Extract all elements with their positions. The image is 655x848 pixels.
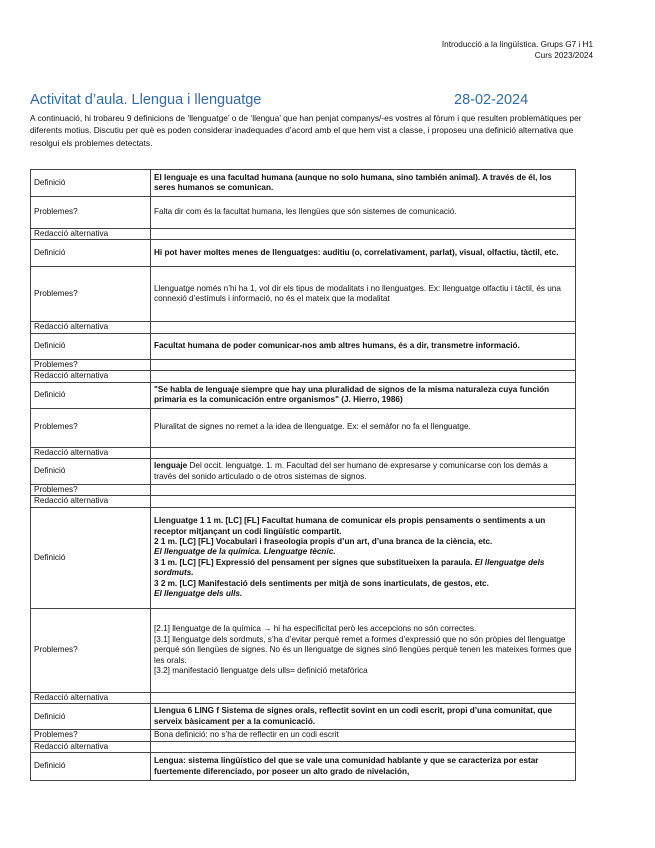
alternative-cell xyxy=(151,447,576,458)
definition-cell: Hi pot haver moltes menes de llenguatges: auditiu (o, correlativament, parlat), visual, olfactiu, tàctil, etc. xyxy=(151,240,576,267)
table-row xyxy=(31,704,576,730)
example-text: El llenguatge dels sordmuts. xyxy=(154,557,545,578)
row-label: Definició xyxy=(31,507,151,608)
definition-cell xyxy=(151,459,576,485)
row-label: Redacció alternativa xyxy=(31,229,151,240)
table-row xyxy=(31,240,576,267)
table-row xyxy=(31,229,576,240)
row-label: Problemes? xyxy=(31,485,151,496)
table-row xyxy=(31,459,576,485)
table-row xyxy=(31,753,576,781)
alternative-cell xyxy=(151,229,576,240)
row-label: Redacció alternativa xyxy=(31,447,151,458)
row-label: Redacció alternativa xyxy=(31,371,151,382)
table-row xyxy=(31,730,576,741)
row-label: Definició xyxy=(31,753,151,781)
definition-cell xyxy=(151,507,576,608)
title-date: 28-02-2024 xyxy=(454,92,529,108)
row-label: Problemes? xyxy=(31,408,151,447)
alternative-cell xyxy=(151,496,576,507)
table-row xyxy=(31,371,576,382)
year-line: Curs 2023/2024 xyxy=(534,50,593,60)
row-label: Redacció alternativa xyxy=(31,496,151,507)
definition-cell: El lenguaje es una facultad humana (aunque no solo humana, sino también animal). A través de él, los seres humanos se comunican. xyxy=(151,170,576,197)
course-line: Introducció a la lingüística. Grups G7 i H1 xyxy=(441,40,593,49)
table-row xyxy=(31,333,576,359)
table-row xyxy=(31,741,576,752)
problem-line: [2.1] llenguatge de la química → hi ha especificitat però les accepcions no són correctes. xyxy=(154,624,477,634)
table-row xyxy=(31,359,576,370)
sense-line: Llenguatge 1 1 m. [LC] [FL] Facultat humana de comunicar els propis pensaments o sentiments a un receptor mitjançant un codi lingüístic compartit. xyxy=(154,516,546,536)
table-row xyxy=(31,408,576,447)
definition-cell: Llengua 6 LING f Sistema de signes orals, reflectit sovint en un codi escrit, propi d’una comunitat, que serveix bàsicament per a la comunicació. xyxy=(151,704,576,730)
row-label: Problemes? xyxy=(31,267,151,322)
table-row xyxy=(31,507,576,608)
definition-cell: "Se habla de lenguaje siempre que hay una pluralidad de signos de la misma naturaleza cuya función primaria es la comunicación entre organismos" (J. Hierro, 1986) xyxy=(151,382,576,408)
problems-cell: Llenguatge només n’hi ha 1, vol dir els tipus de modalitats i no llenguatges. Ex: llenguatge olfactiu i tàctil, és una connexió d’estímuls i informació, no és el mateix que la modalitat xyxy=(151,267,576,322)
definitions-table xyxy=(30,169,576,781)
problems-cell xyxy=(151,608,576,692)
row-label: Problemes? xyxy=(31,730,151,741)
definition-cell: Lengua: sistema lingüístico del que se vale una comunidad hablante y que se caracteriza por estar fuertemente diferenciado, por poseer un alto grado de nivelación, xyxy=(151,753,576,781)
row-label: Problemes? xyxy=(31,197,151,229)
intro-paragraph: A continuació, hi trobareu 9 definicions de ‘llenguatge’ o de ‘llengua’ que han penjat companys/-es vostres al fòrum i que resulten problemàtiques per diferents motius. Discutiu per què es poden considerar inadequades d’acord amb el que hem vist a classe, i proposeu una definició alternativa que resolgui els problemes detectats. xyxy=(30,113,582,148)
definition-cell: Facultat humana de poder comunicar-nos amb altres humans, és a dir, transmetre informació. xyxy=(151,333,576,359)
row-label: Redacció alternativa xyxy=(31,322,151,333)
problems-cell: Pluralitat de signes no remet a la idea de llenguatge. Ex: el semàfor no fa el llenguatge. xyxy=(151,408,576,447)
row-label: Problemes? xyxy=(31,608,151,692)
sense-line: 3 2 m. [LC] Manifestació dels sentiments per mitjà de sons inarticulats, de gestos, etc. xyxy=(154,578,489,588)
table-row xyxy=(31,267,576,322)
example-line: El llenguatge de la química. Llenguatge tècnic. xyxy=(154,547,336,557)
alternative-cell xyxy=(151,741,576,752)
example-line: El llenguatge dels ulls. xyxy=(154,589,243,599)
table-row xyxy=(31,382,576,408)
sense-line xyxy=(154,558,572,579)
table-row xyxy=(31,692,576,703)
row-label: Definició xyxy=(31,240,151,267)
row-label: Definició xyxy=(31,459,151,485)
table-row xyxy=(31,496,576,507)
problems-cell xyxy=(151,359,576,370)
headword: lenguaje xyxy=(154,461,188,471)
row-label: Definició xyxy=(31,382,151,408)
sense-text: 3 1 m. [LC] [FL] Expressió del pensament per signes que substitueixen la paraula. xyxy=(154,557,473,567)
problem-line: [3.2] manifestació llenguatge dels ulls= definició metafòrica xyxy=(154,665,368,675)
alternative-cell xyxy=(151,692,576,703)
row-label: Redacció alternativa xyxy=(31,741,151,752)
document-header xyxy=(442,40,593,61)
activity-title xyxy=(30,92,570,110)
title-text: Activitat d’aula. Llengua i llenguatge xyxy=(30,92,262,108)
table-row xyxy=(31,447,576,458)
problems-cell: Bona definició: no s’ha de reflectir en un codi escrit xyxy=(151,730,576,741)
table-row xyxy=(31,322,576,333)
table-row xyxy=(31,485,576,496)
row-label: Definició xyxy=(31,333,151,359)
alternative-cell xyxy=(151,322,576,333)
row-label: Redacció alternativa xyxy=(31,692,151,703)
problems-cell xyxy=(151,485,576,496)
definition-text: Del occit. lenguatge. 1. m. Facultad del ser humano de expresarse y comunicarse con los demás a través del sonido articulado o de otros sistemas de signos. xyxy=(154,461,548,481)
row-label: Definició xyxy=(31,170,151,197)
sense-line: 2 1 m. [LC] [FL] Vocabulari i fraseologia propis d’un art, d’una branca de la ciència, etc. xyxy=(154,537,493,547)
row-label: Problemes? xyxy=(31,359,151,370)
problems-cell: Falta dir com és la facultat humana, les llengües que són sistemes de comunicació. xyxy=(151,197,576,229)
row-label: Definició xyxy=(31,704,151,730)
problem-line: [3.1] llenguatge dels sordmuts, s’ha d’evitar perquè remet a formes d’expressió que no són pròpies del llenguatge perquè són llengües de signes. No és un llenguatge de signes sinó llengües perquè tenen les mateixes formes que les orals. xyxy=(154,634,572,665)
table-row xyxy=(31,197,576,229)
table-row xyxy=(31,608,576,692)
table-row xyxy=(31,170,576,197)
alternative-cell xyxy=(151,371,576,382)
